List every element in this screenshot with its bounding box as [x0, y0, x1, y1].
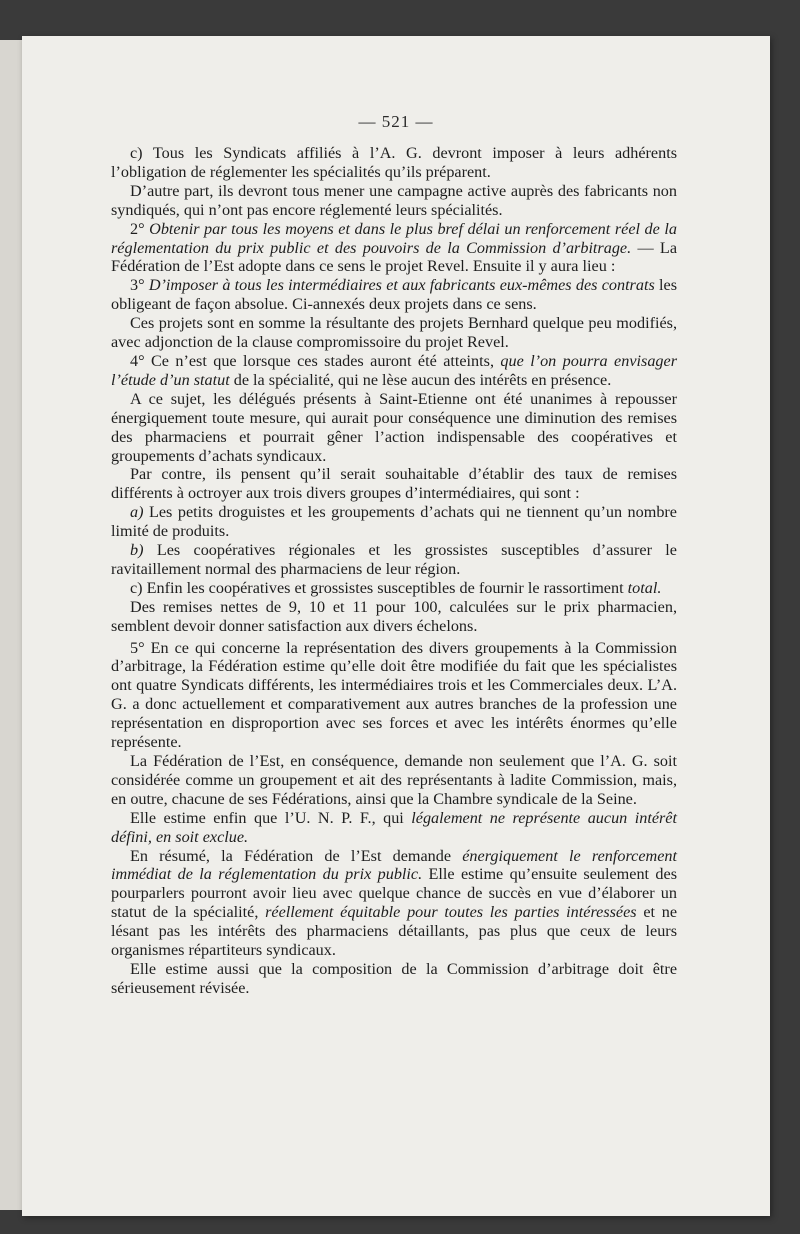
- italic-text: D’imposer à tous les intermédiaires et aux fabricants eux-mêmes des contrats: [148, 276, 655, 295]
- paragraph: [111, 352, 677, 390]
- paragraph: [111, 465, 677, 503]
- italic-text: légalement ne représente aucun intérêt défini, en soit exclue.: [111, 808, 677, 846]
- paragraph: [111, 144, 677, 182]
- italic-text: Obtenir par tous les moyens et dans le plus bref délai un renforcement réel de la réglementation du prix public et des pouvoirs de la Commission d’arbitrage.: [111, 219, 677, 257]
- text-segment: Par contre, ils pensent qu’il serait souhaitable d’établir des taux de remises différents à octroyer aux trois divers groupes d’intermédiaires, qui sont :: [111, 465, 677, 503]
- text-segment: Elle estime qu’ensuite seulement des pourparlers pourront avoir lieu avec quelque chance de succès en vue d’élaborer un statut de la spécialité,: [111, 865, 677, 922]
- paragraph: [111, 847, 677, 960]
- text-segment: et ne lésant pas les intérêts des pharmaciens détaillants, pas plus que ceux de leurs organismes répartiteurs syndicaux.: [111, 903, 677, 960]
- italic-text: total.: [627, 578, 662, 597]
- text-segment: Les coopératives régionales et les grossistes susceptibles d’assurer le ravitaillement normal des pharmaciens de leur région.: [111, 541, 677, 578]
- paragraph: [111, 182, 677, 220]
- italic-text: réellement équitable pour toutes les parties intéressées: [265, 903, 637, 922]
- text-segment: — La Fédération de l’Est adopte dans ce sens le projet Revel. Ensuite il y aura lieu :: [111, 238, 677, 276]
- paragraph: [111, 220, 677, 277]
- italic-text: que l’on pourra envisager l’étude d’un statut: [111, 351, 677, 389]
- paragraph: [111, 752, 677, 809]
- italic-text: a): [130, 503, 144, 522]
- text-segment: 3°: [130, 276, 149, 295]
- text-segment: les obligeant de façon absolue. Ci-annexés deux projets dans ce sens.: [111, 276, 678, 314]
- text-segment: 2°: [130, 219, 150, 238]
- text-segment: En résumé, la Fédération de l’Est demande: [130, 846, 463, 865]
- page-number: — 521 —: [358, 112, 434, 131]
- text-segment: Ces projets sont en somme la résultante des projets Bernhard quelque peu modifiés, avec adjonction de la clause compromissoire du projet Revel.: [111, 314, 677, 352]
- text-segment: La Fédération de l’Est, en conséquence, demande non seulement que l’A. G. soit considérée comme un groupement et ait des représentants à ladite Commission, mais, en outre, chacune de ses Fédérations, ainsi que la Chambre syndicale de la Seine.: [111, 752, 677, 808]
- text-segment: c) Tous les Syndicats affiliés à l’A. G. devront imposer à leurs adhérents l’obligation de réglementer les spécialités qu’ils préparent.: [111, 144, 677, 181]
- paragraph: [111, 390, 677, 466]
- text-segment: Elle estime enfin que l’U. N. P. F., qui: [130, 808, 412, 827]
- paragraph: [111, 579, 677, 598]
- paragraph: [111, 960, 677, 998]
- text-segment: A ce sujet, les délégués présents à Saint-Etienne ont été unanimes à repousser énergiquement toute mesure, qui aurait pour conséquence une diminution des remises des pharmaciens et pourrait gêner l’action indispensable des coopératives et groupements d’achats syndicaux.: [111, 389, 677, 465]
- text-segment: 5° En ce qui concerne la représentation des divers groupements à la Commission d’arbitrage, la Fédération estime qu’elle doit être modifiée du fait que les spécialistes ont quatre Syndicats différents, les intermédiaires trois et les Commerciales deux. L’A. G. a donc actuellement et comparativement aux autres branches de la profession une représentation en disproportion avec ses forces et avec les intérêts énormes qu’elle représente.: [111, 638, 677, 752]
- paragraph: [111, 503, 677, 541]
- text-segment: Elle estime aussi que la composition de la Commission d’arbitrage doit être sérieusement révisée.: [111, 959, 677, 997]
- text-segment: Des remises nettes de 9, 10 et 11 pour 100, calculées sur le prix pharmacien, semblent devoir donner satisfaction aux divers échelons.: [111, 597, 677, 635]
- paragraph: [111, 541, 677, 579]
- paragraph: [111, 809, 677, 847]
- paragraph: [111, 598, 677, 636]
- text-segment: Les petits droguistes et les groupements d’achats qui ne tiennent qu’un nombre limité de produits.: [111, 503, 677, 541]
- italic-text: b): [130, 541, 144, 560]
- text-segment: de la spécialité, qui ne lèse aucun des intérêts en présence.: [229, 370, 612, 389]
- text-segment: 4° Ce n’est que lorsque ces stades auront été atteints,: [130, 351, 501, 370]
- paragraph: [111, 314, 677, 352]
- book-page: [22, 36, 770, 1216]
- body-text: [111, 144, 677, 998]
- text-segment: c) Enfin les coopératives et grossistes susceptibles de fournir le rassortiment: [130, 578, 628, 597]
- paragraph: [111, 639, 677, 752]
- paragraph: [111, 276, 677, 314]
- italic-text: énergiquement le renforcement immédiat de la réglementation du prix public.: [111, 846, 677, 884]
- text-segment: D’autre part, ils devront tous mener une campagne active auprès des fabricants non syndiqués, qui n’ont pas encore réglementé leurs spécialités.: [111, 181, 677, 219]
